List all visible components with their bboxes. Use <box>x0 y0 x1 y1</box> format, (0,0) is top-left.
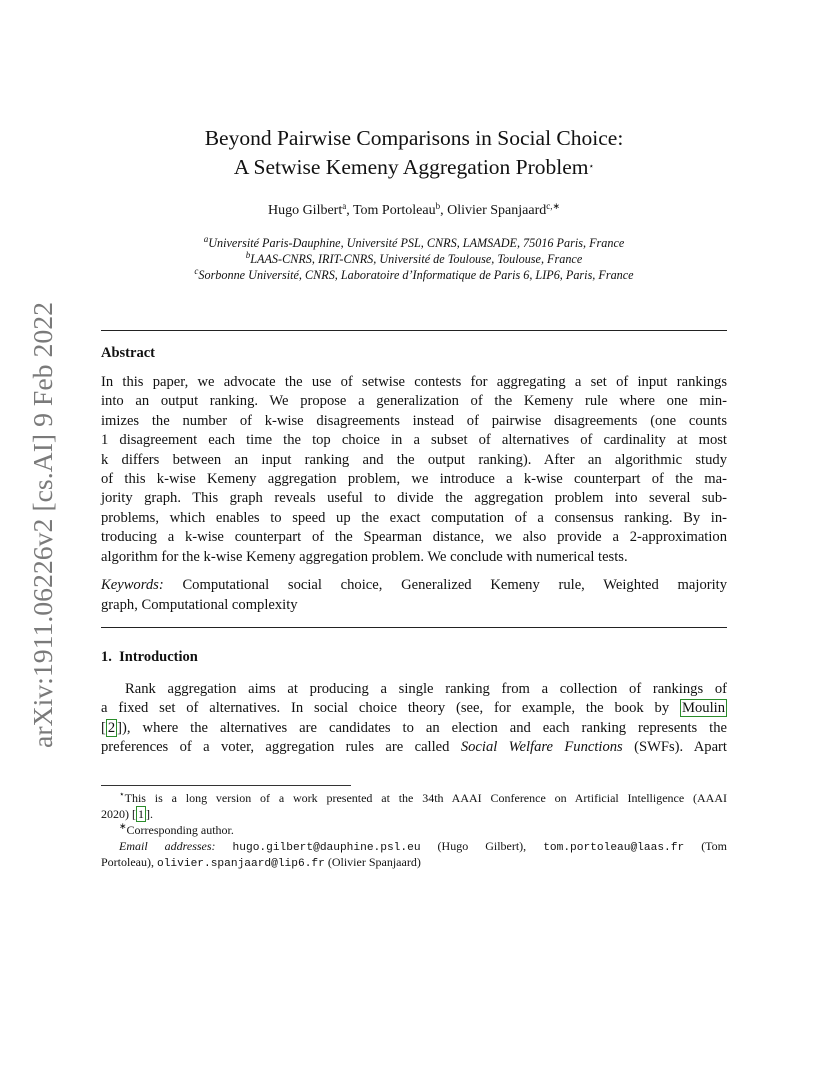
abstract-top-rule <box>101 330 727 331</box>
affiliation-b <box>101 252 727 267</box>
affiliation-mark: b <box>245 250 251 260</box>
intro-line <box>101 699 727 718</box>
email-link-gilbert[interactable]: hugo.gilbert@dauphine.psl.eu <box>232 842 421 854</box>
abstract-line: imizes the number of k-wise disagreements instead of pairwise disagreements (one counts <box>101 412 727 429</box>
keywords-line-2: graph, Computational complexity <box>101 596 298 613</box>
author-list: Hugo Gilbert$^a$, Tom Portoleau$^b$, Olivier Spanjaard$^{c,∗}$ <box>267 201 561 218</box>
abstract-line: k differs between an input ranking and the output ranking). After an algorithmic study <box>101 451 727 468</box>
author-affil-mark: c,∗ <box>546 201 561 211</box>
author-affil-mark: b <box>435 201 441 211</box>
abstract-line: problems, which enables to speed up the exact computation of a consensus ranking. By in- <box>101 509 727 526</box>
arxiv-stamp <box>22 300 62 760</box>
footnote-line: 2020) [ 1 ]. <box>101 807 153 821</box>
arxiv-stamp-text: arXiv:1911.06226v2 [cs.AI] 9 Feb 2022 <box>28 314 58 748</box>
affiliation-mark: a <box>203 234 209 244</box>
paper-title <box>101 124 727 182</box>
citation-link-moulin[interactable]: Moulin <box>682 700 725 717</box>
email-owner: (Olivier Spanjaard) <box>327 855 421 869</box>
email-link-spanjaard[interactable]: olivier.spanjaard@lip6.fr <box>157 858 325 870</box>
footnote-mark: ∗ <box>119 821 127 831</box>
intro-paragraph <box>101 680 727 758</box>
email-owner: Portoleau), <box>101 855 154 869</box>
email-owner: (Tom <box>701 839 728 853</box>
title-footnote-mark: ⋆ <box>588 161 595 171</box>
footnote-line <box>101 822 727 838</box>
email-footnote <box>101 838 727 870</box>
affiliation-mark: c <box>194 266 199 276</box>
keywords-label: Keywords: <box>101 577 164 593</box>
abstract-heading: Abstract <box>101 345 155 361</box>
abstract-line: 1 disagreement each time the top choice in a subset of alternatives of cardinality at most <box>101 432 727 449</box>
abstract-line: of this k-wise Kemeny aggregation problem, we introduce a k-wise counterpart of the ma- <box>101 470 727 487</box>
footnote-text: 2020) <box>101 807 129 821</box>
abstract-line: In this paper, we advocate the use of setwise contests for aggregating a set of input rankings <box>101 374 727 390</box>
section-heading <box>101 649 198 666</box>
citation-link-2[interactable]: 2 <box>107 719 116 736</box>
abstract-line: into an output ranking. We propose a generalization of the Kemeny rule where one min- <box>101 393 727 410</box>
abstract-bottom-rule <box>101 627 727 628</box>
author-name: Hugo Gilbert <box>267 203 343 218</box>
section-title: Introduction <box>119 649 198 665</box>
intro-text: a fixed set of alternatives. In social choice theory (see, for example, the book by <box>101 700 670 717</box>
intro-text: (SWFs). Apart <box>634 739 727 756</box>
intro-italic: Social Welfare Functions <box>460 739 623 756</box>
footnote-line <box>101 854 727 870</box>
intro-line: [ 2 ]), where the alternatives are candidates to an election and each ranking represents the <box>101 719 727 736</box>
abstract-line: algorithm for the k-wise Kemeny aggregation problem. We conclude with numerical tests. <box>101 548 628 565</box>
footnote-text: This is a long version of a work presented at the 34th AAAI Conference on Artificial Intelligence (AAAI <box>124 791 727 805</box>
author-name: Tom Portoleau <box>352 203 436 218</box>
title-line-2 <box>101 153 727 182</box>
abstract-line: troducing a k-wise counterpart of the Spearman distance, we also provide a 2-approximation <box>101 529 727 546</box>
keywords-text: Computational social choice, Generalized Kemeny rule, Weighted majority <box>182 577 728 593</box>
affiliation-c <box>101 268 727 283</box>
email-owner: (Hugo Gilbert), <box>437 839 527 853</box>
abstract-line: jority graph. This graph reveals useful to divide the aggregation problem into several sub- <box>101 490 727 507</box>
footnote-2 <box>101 822 727 838</box>
abstract-body <box>101 373 727 567</box>
footnote-line <box>101 790 727 806</box>
author-affil-mark: a <box>342 201 347 211</box>
title-line-2-text: A Setwise Kemeny Aggregation Problem <box>233 155 589 179</box>
affiliation-text: Université Paris-Dauphine, Université PSL, CNRS, LAMSADE, 75016 Paris, France <box>208 236 625 250</box>
keywords <box>101 576 727 615</box>
footnote-text: Corresponding author. <box>126 823 234 837</box>
email-label: Email addresses: <box>119 839 216 853</box>
footnote-rule <box>101 785 351 786</box>
affiliation-a <box>101 236 727 251</box>
intro-text: preferences of a voter, aggregation rules are called <box>101 739 450 756</box>
intro-text: ), where the alternatives are candidates to an election and each ranking represents the <box>122 719 727 736</box>
footnote-line <box>101 838 727 854</box>
affiliation-text: LAAS-CNRS, IRIT-CNRS, Université de Toulouse, Toulouse, France <box>250 252 583 266</box>
section-number: 1. <box>101 649 112 665</box>
keywords-line-1 <box>101 576 727 596</box>
footnote-1 <box>101 790 727 822</box>
intro-line <box>101 738 727 757</box>
citation-link-1[interactable]: 1 <box>138 807 144 821</box>
title-line-1: Beyond Pairwise Comparisons in Social Choice: <box>204 126 624 150</box>
author-name: Olivier Spanjaard <box>447 203 547 218</box>
intro-line: Rank aggregation aims at producing a single ranking from a collection of rankings of <box>125 681 727 697</box>
affiliation-text: Sorbonne Université, CNRS, Laboratoire d’Informatique de Paris 6, LIP6, Paris, France <box>198 268 634 282</box>
footnote-mark: ⋆ <box>119 789 125 799</box>
email-link-portoleau[interactable]: tom.portoleau@laas.fr <box>543 842 685 854</box>
